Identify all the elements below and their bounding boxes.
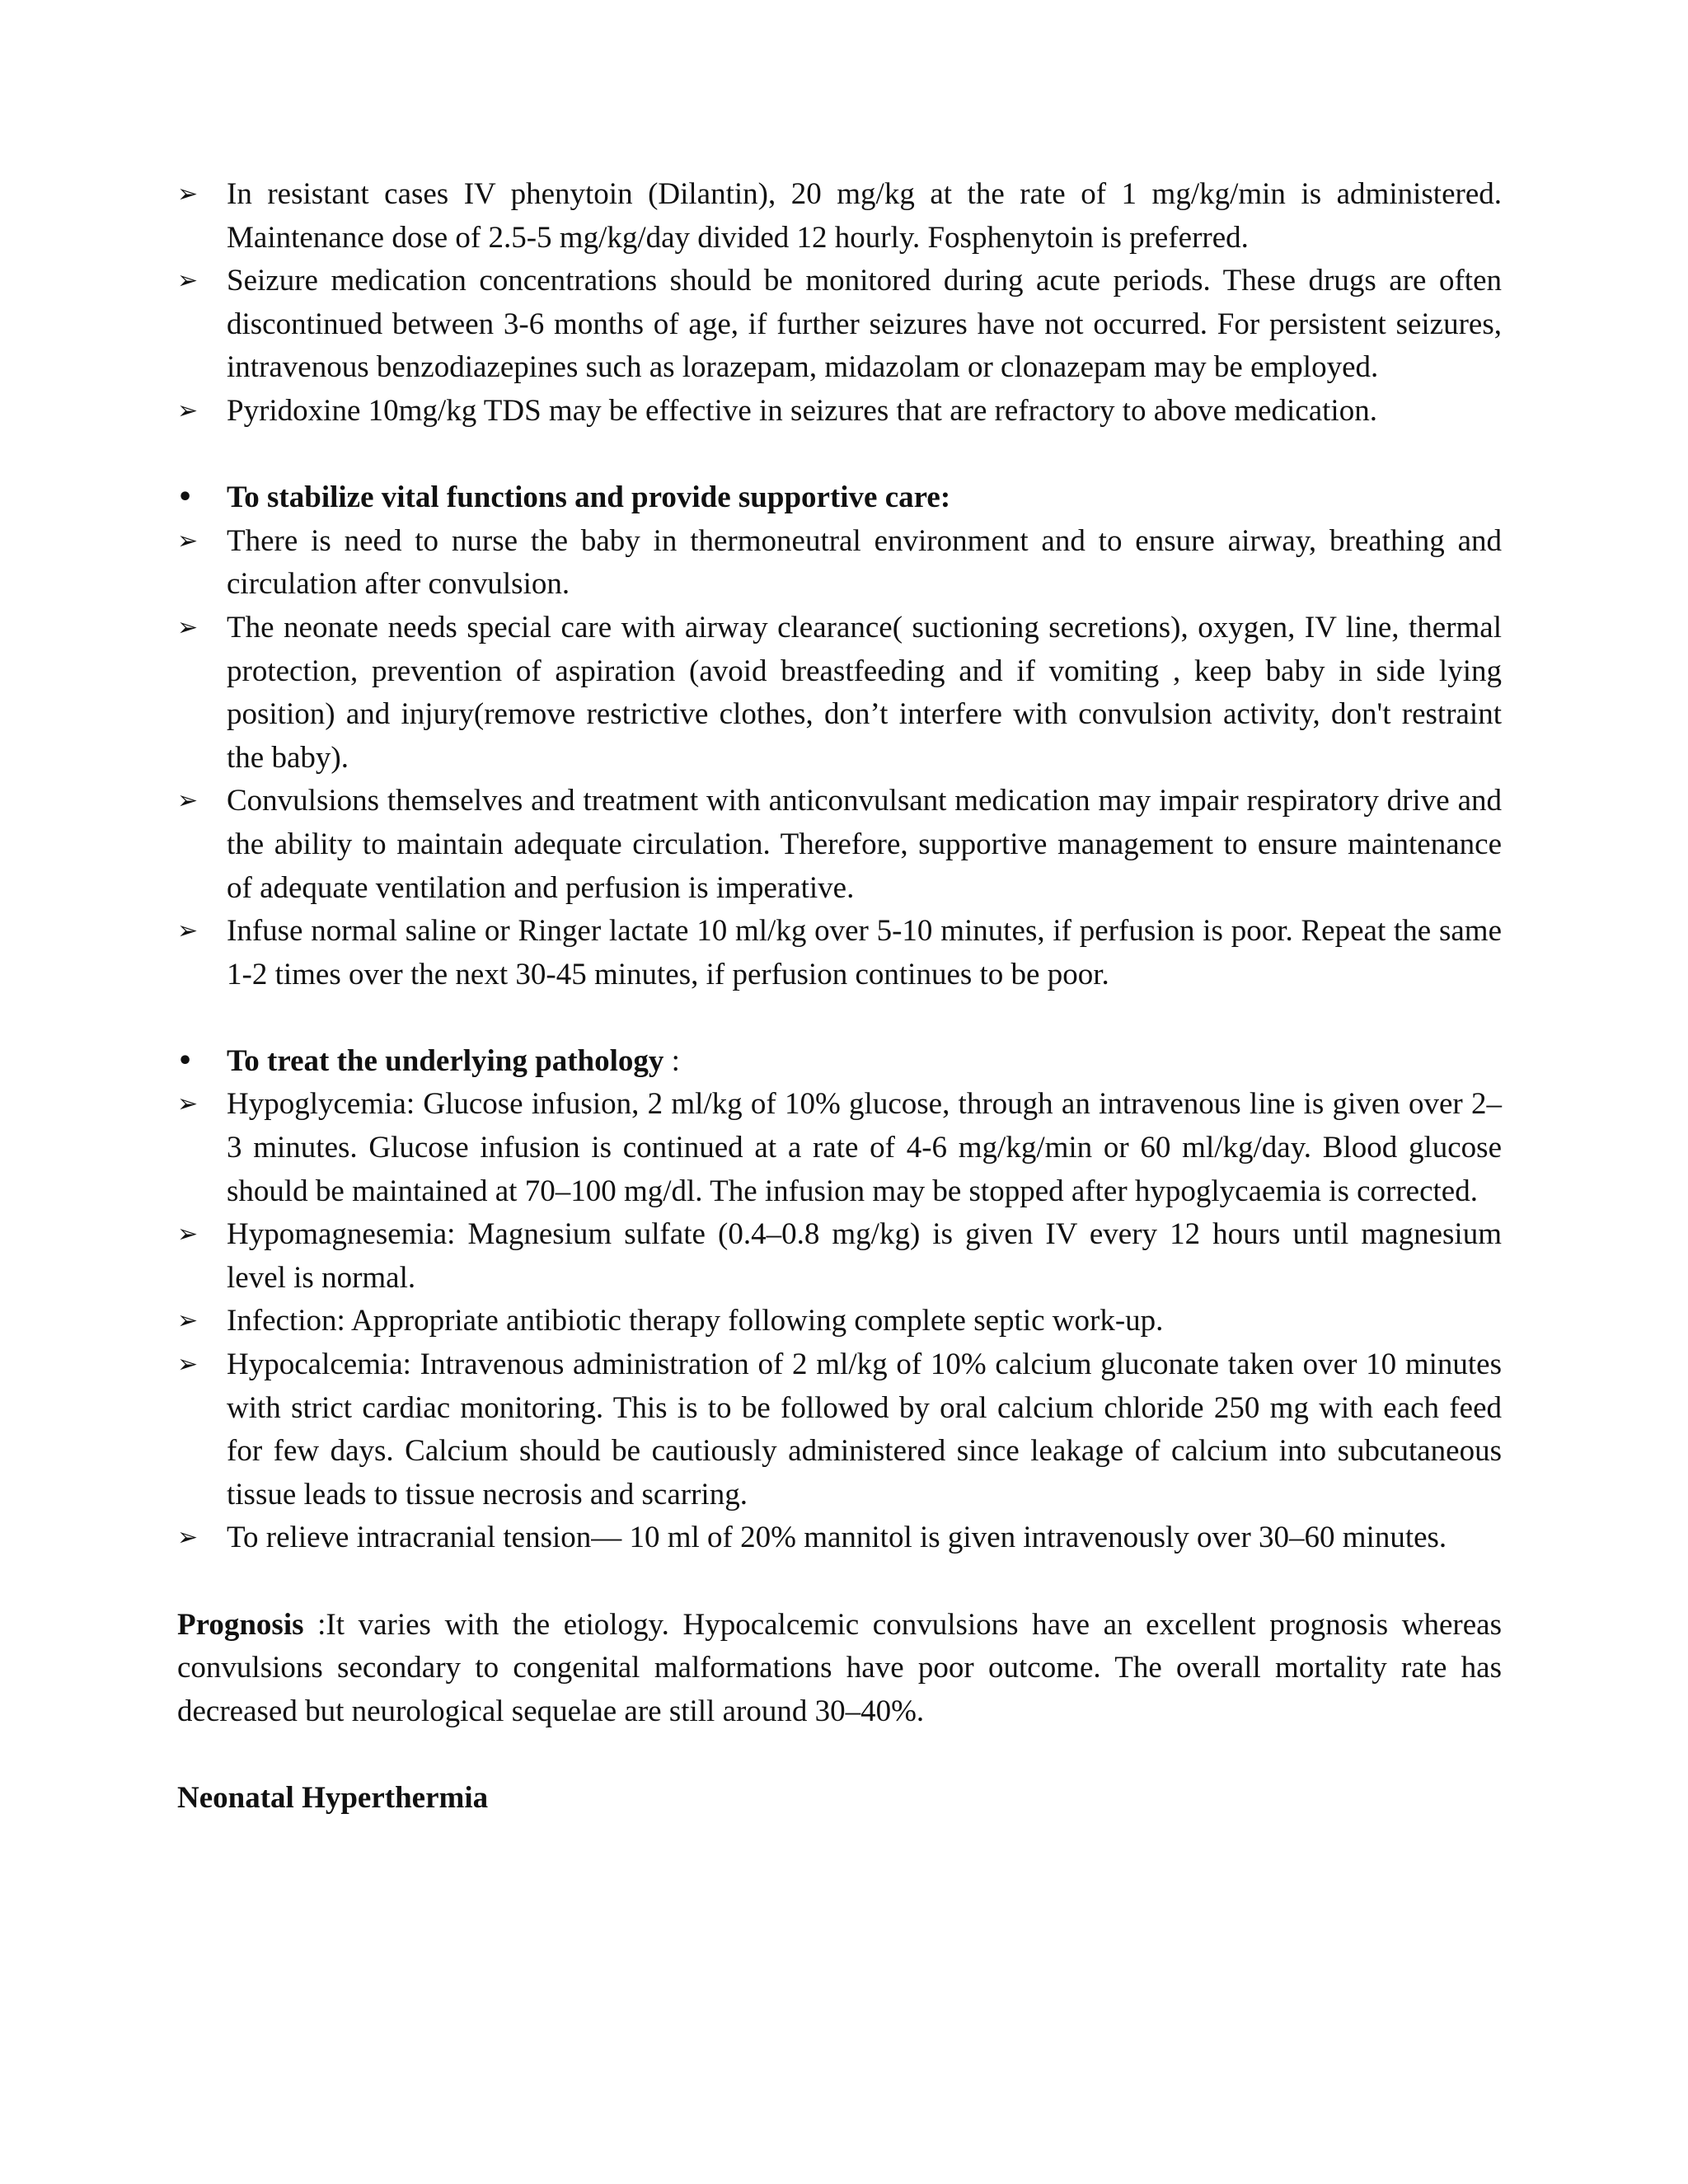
list-item xyxy=(177,173,1502,260)
spacer xyxy=(177,1733,1502,1777)
round-bullet-icon: • xyxy=(177,1046,194,1076)
list-item xyxy=(177,780,1502,910)
list-item xyxy=(177,910,1502,996)
round-bullet-icon: • xyxy=(177,483,194,513)
section-heading-suffix: : xyxy=(663,1043,680,1078)
arrow-bullet-icon: ➢ xyxy=(177,180,199,209)
spacer xyxy=(177,1560,1502,1604)
section-heading-text: To treat the underlying pathology xyxy=(227,1043,664,1078)
arrow-bullet-icon: ➢ xyxy=(177,786,199,816)
list-item-text: There is need to nurse the baby in thermoneutral environment and to ensure airway, breathing and circulation after convulsion. xyxy=(227,523,1502,602)
prognosis-label: Prognosis xyxy=(177,1607,304,1642)
list-item-text: To relieve intracranial tension— 10 ml of 20% mannitol is given intravenously over 30–60 minutes. xyxy=(227,1521,1447,1555)
list-item xyxy=(177,607,1502,780)
list-item xyxy=(177,1213,1502,1300)
arrow-bullet-icon: ➢ xyxy=(177,396,199,425)
list-item-text: Hypocalcemia: Intravenous administration of 2 ml/kg of 10% calcium gluconate taken over 10 minutes with strict cardiac monitoring. This is to be followed by oral calcium chloride 250 mg with each feed for few days. Calcium should be cautiously administered since leakage of calcium into subcutaneous tissue leads to tissue necrosis and scarring. xyxy=(227,1347,1502,1511)
list-item-text: Hypoglycemia: Glucose infusion, 2 ml/kg of 10% glucose, through an intravenous line is given over 2–3 minutes. Glucose infusion is continued at a rate of 4-6 mg/kg/min or 60 ml/kg/day. Blood glucose should be maintained at 70–100 mg/dl. The infusion may be stopped after hypoglycaemia is corrected. xyxy=(227,1087,1502,1208)
list-item-text: The neonate needs special care with airway clearance( suctioning secretions), oxygen, IV line, thermal protection, prevention of aspiration (avoid breastfeeding and if vomiting , keep baby in side lying position) and injury(remove restrictive clothes, don’t interfere with convulsion activity, don't restraint the baby). xyxy=(227,610,1502,775)
document-page xyxy=(177,173,1502,1821)
list-item xyxy=(177,1343,1502,1516)
list-item-text: Convulsions themselves and treatment with anticonvulsant medication may impair respiratory drive and the ability to maintain adequate circulation. Therefore, supportive management to ensure maintenance of adequate ventilation and perfusion is imperative. xyxy=(227,784,1502,905)
list-item-text: In resistant cases IV phenytoin (Dilantin), 20 mg/kg at the rate of 1 mg/kg/min is administered. Maintenance dose of 2.5-5 mg/kg/day divided 12 hourly. Fosphenytoin is preferred. xyxy=(227,177,1502,255)
arrow-bullet-icon: ➢ xyxy=(177,1523,199,1553)
list-item xyxy=(177,390,1502,434)
prognosis-paragraph xyxy=(177,1604,1502,1734)
list-item xyxy=(177,260,1502,390)
list-item-text: Infuse normal saline or Ringer lactate 10 ml/kg over 5-10 minutes, if perfusion is poor. Repeat the same 1-2 times over the next 30-45 minutes, if perfusion continues to be poor. xyxy=(227,914,1502,991)
list-item-text: Infection: Appropriate antibiotic therapy following complete septic work-up. xyxy=(227,1304,1164,1338)
arrow-bullet-icon: ➢ xyxy=(177,1350,199,1380)
spacer xyxy=(177,434,1502,477)
list-item xyxy=(177,1300,1502,1343)
list-item xyxy=(177,520,1502,607)
section-heading-pathology xyxy=(177,1040,1502,1084)
arrow-bullet-icon: ➢ xyxy=(177,916,199,946)
arrow-bullet-icon: ➢ xyxy=(177,612,199,642)
spacer xyxy=(177,996,1502,1040)
list-item xyxy=(177,1516,1502,1560)
arrow-bullet-icon: ➢ xyxy=(177,1220,199,1249)
arrow-bullet-icon: ➢ xyxy=(177,266,199,296)
list-item xyxy=(177,1083,1502,1213)
list-item-text: Pyridoxine 10mg/kg TDS may be effective in seizures that are refractory to above medication. xyxy=(227,393,1377,428)
list-item-text: Hypomagnesemia: Magnesium sulfate (0.4–0.8 mg/kg) is given IV every 12 hours until magnesium level is normal. xyxy=(227,1217,1502,1295)
section-heading-text: To stabilize vital functions and provide supportive care: xyxy=(227,480,951,515)
arrow-bullet-icon: ➢ xyxy=(177,526,199,555)
arrow-bullet-icon: ➢ xyxy=(177,1090,199,1119)
prognosis-text: :It varies with the etiology. Hypocalcemic convulsions have an excellent prognosis whereas convulsions secondary to congenital malformations have poor outcome. The overall mortality rate has decreased but neurological sequelae are still around 30–40%. xyxy=(177,1607,1502,1728)
list-item-text: Seizure medication concentrations should be monitored during acute periods. These drugs are often discontinued between 3-6 months of age, if further seizures have not occurred. For persistent seizures, intravenous benzodiazepines such as lorazepam, midazolam or clonazepam may be employed. xyxy=(227,264,1502,385)
arrow-bullet-icon: ➢ xyxy=(177,1306,199,1336)
section-title-neonatal-hyperthermia: Neonatal Hyperthermia xyxy=(177,1780,489,1815)
section-heading-supportive xyxy=(177,476,1502,520)
